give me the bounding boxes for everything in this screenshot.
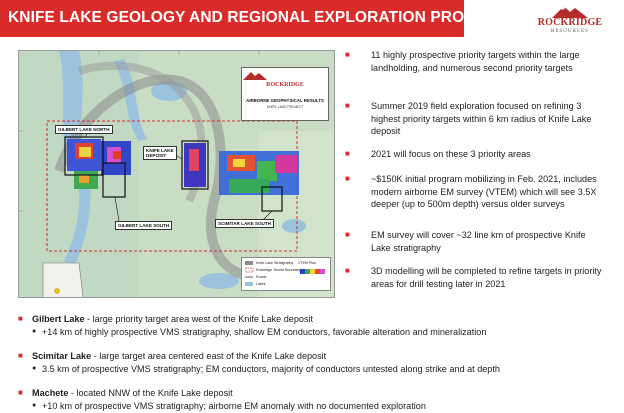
bullet-square-icon: ■	[18, 351, 23, 360]
map-logo-icon	[242, 70, 328, 80]
target-detail: +10 km of prospective VMS stratigraphy; airborne EM anomaly with no documented exploration	[42, 400, 426, 411]
legend-lakes: Lakes	[256, 282, 266, 286]
location-inset-map	[39, 261, 91, 298]
target-detail: +14 km of highly prospective VMS stratigraphy, shallow EM conductors, favorable alteration and mineralization	[42, 326, 487, 337]
legend-stratigraphy: Knife Lake Stratigraphy	[256, 261, 294, 265]
bullet-square-icon: ■	[345, 266, 350, 275]
map-title: AIRBORNE GEOPHYSICAL RESULTS	[246, 98, 324, 103]
target-desc: - large target area centered east of the Knife Lake deposit	[91, 351, 327, 361]
logo-name: ROCKRIDGE	[537, 17, 603, 28]
bullet-square-icon: ■	[345, 50, 350, 59]
bullet-square-icon: ■	[18, 314, 23, 323]
geophysical-map	[18, 50, 335, 298]
right-bullet-1: ■ 11 highly prospective priority targets within the large landholding, and numerous second priority targets	[345, 50, 580, 73]
company-logo	[520, 4, 620, 38]
label-scimitar-lake-south: SCIMITAR LAKE SOUTH	[215, 219, 274, 228]
bullet-square-icon: ■	[345, 174, 350, 183]
target-desc: - large priority target area west of the Knife Lake deposit	[84, 314, 314, 324]
label-gilbert-lake-north: GILBERT LAKE NORTH	[55, 125, 113, 134]
bullet-square-icon: ■	[345, 101, 350, 110]
right-bullet-5: ■ EM survey will cover ~32 line km of prospective Knife Lake stratigraphy	[345, 230, 586, 253]
right-bullet-4: ■ ~$150K initial program mobilizing in Feb. 2021, includes modern airborne EM survey (VTEM) which will see 3.5X deeper (up to 500m depth) versus older surveys	[345, 174, 597, 210]
map-company-name: ROCKRIDGE	[266, 82, 304, 88]
vtem-color-scale	[300, 269, 326, 274]
right-bullet-3: ■ 2021 will focus on these 3 priority areas	[345, 149, 531, 159]
target-detail: 3.5 km of prospective VMS stratigraphy; EM conductors, majority of conductors untested along strike and at depth	[42, 363, 500, 374]
bottom-bullet-machete	[18, 387, 578, 412]
target-desc: - located NNW of the Knife Lake deposit	[68, 388, 233, 398]
title-bar	[0, 0, 523, 37]
legend-roads: Roads	[256, 275, 267, 279]
sub-bullet-icon: ●	[32, 401, 37, 409]
sub-bullet-icon: ●	[32, 364, 37, 372]
map-legend	[241, 257, 331, 291]
map-title-box	[241, 67, 329, 121]
right-bullet-6: ■ 3D modelling will be completed to refine targets in priority areas for drill testing later in 2021	[345, 266, 602, 289]
logo-subtext: RESOURCES	[551, 29, 589, 34]
label-knife-lake-deposit: KNIFE LAKE DEPOSIT	[143, 146, 177, 160]
target-name: Gilbert Lake	[32, 314, 85, 324]
target-name: Machete	[32, 388, 69, 398]
legend-tenure-boundary: Rockridge Tenure Boundary	[256, 268, 301, 272]
label-gilbert-lake-south: GILBERT LAKE SOUTH	[115, 221, 172, 230]
bullet-square-icon: ■	[345, 230, 350, 239]
target-name: Scimitar Lake	[32, 351, 92, 361]
mountain-logo-icon	[550, 4, 590, 18]
bottom-bullet-gilbert-lake	[18, 313, 578, 338]
legend-vtem: VTEM Plan	[298, 261, 317, 265]
right-bullet-2: ■ Summer 2019 field exploration focused on refining 3 highest priority targets within 6 km radius of Knife Lake deposit	[345, 101, 592, 137]
bullet-square-icon: ■	[18, 388, 23, 397]
page-title: KNIFE LAKE GEOLOGY AND REGIONAL EXPLORATION PROGRAMS	[8, 9, 523, 26]
bullet-square-icon: ■	[345, 149, 350, 158]
bottom-bullet-scimitar-lake	[18, 350, 578, 375]
sub-bullet-icon: ●	[32, 327, 37, 335]
map-subtitle: KNIFE LAKE PROJECT	[266, 105, 304, 109]
